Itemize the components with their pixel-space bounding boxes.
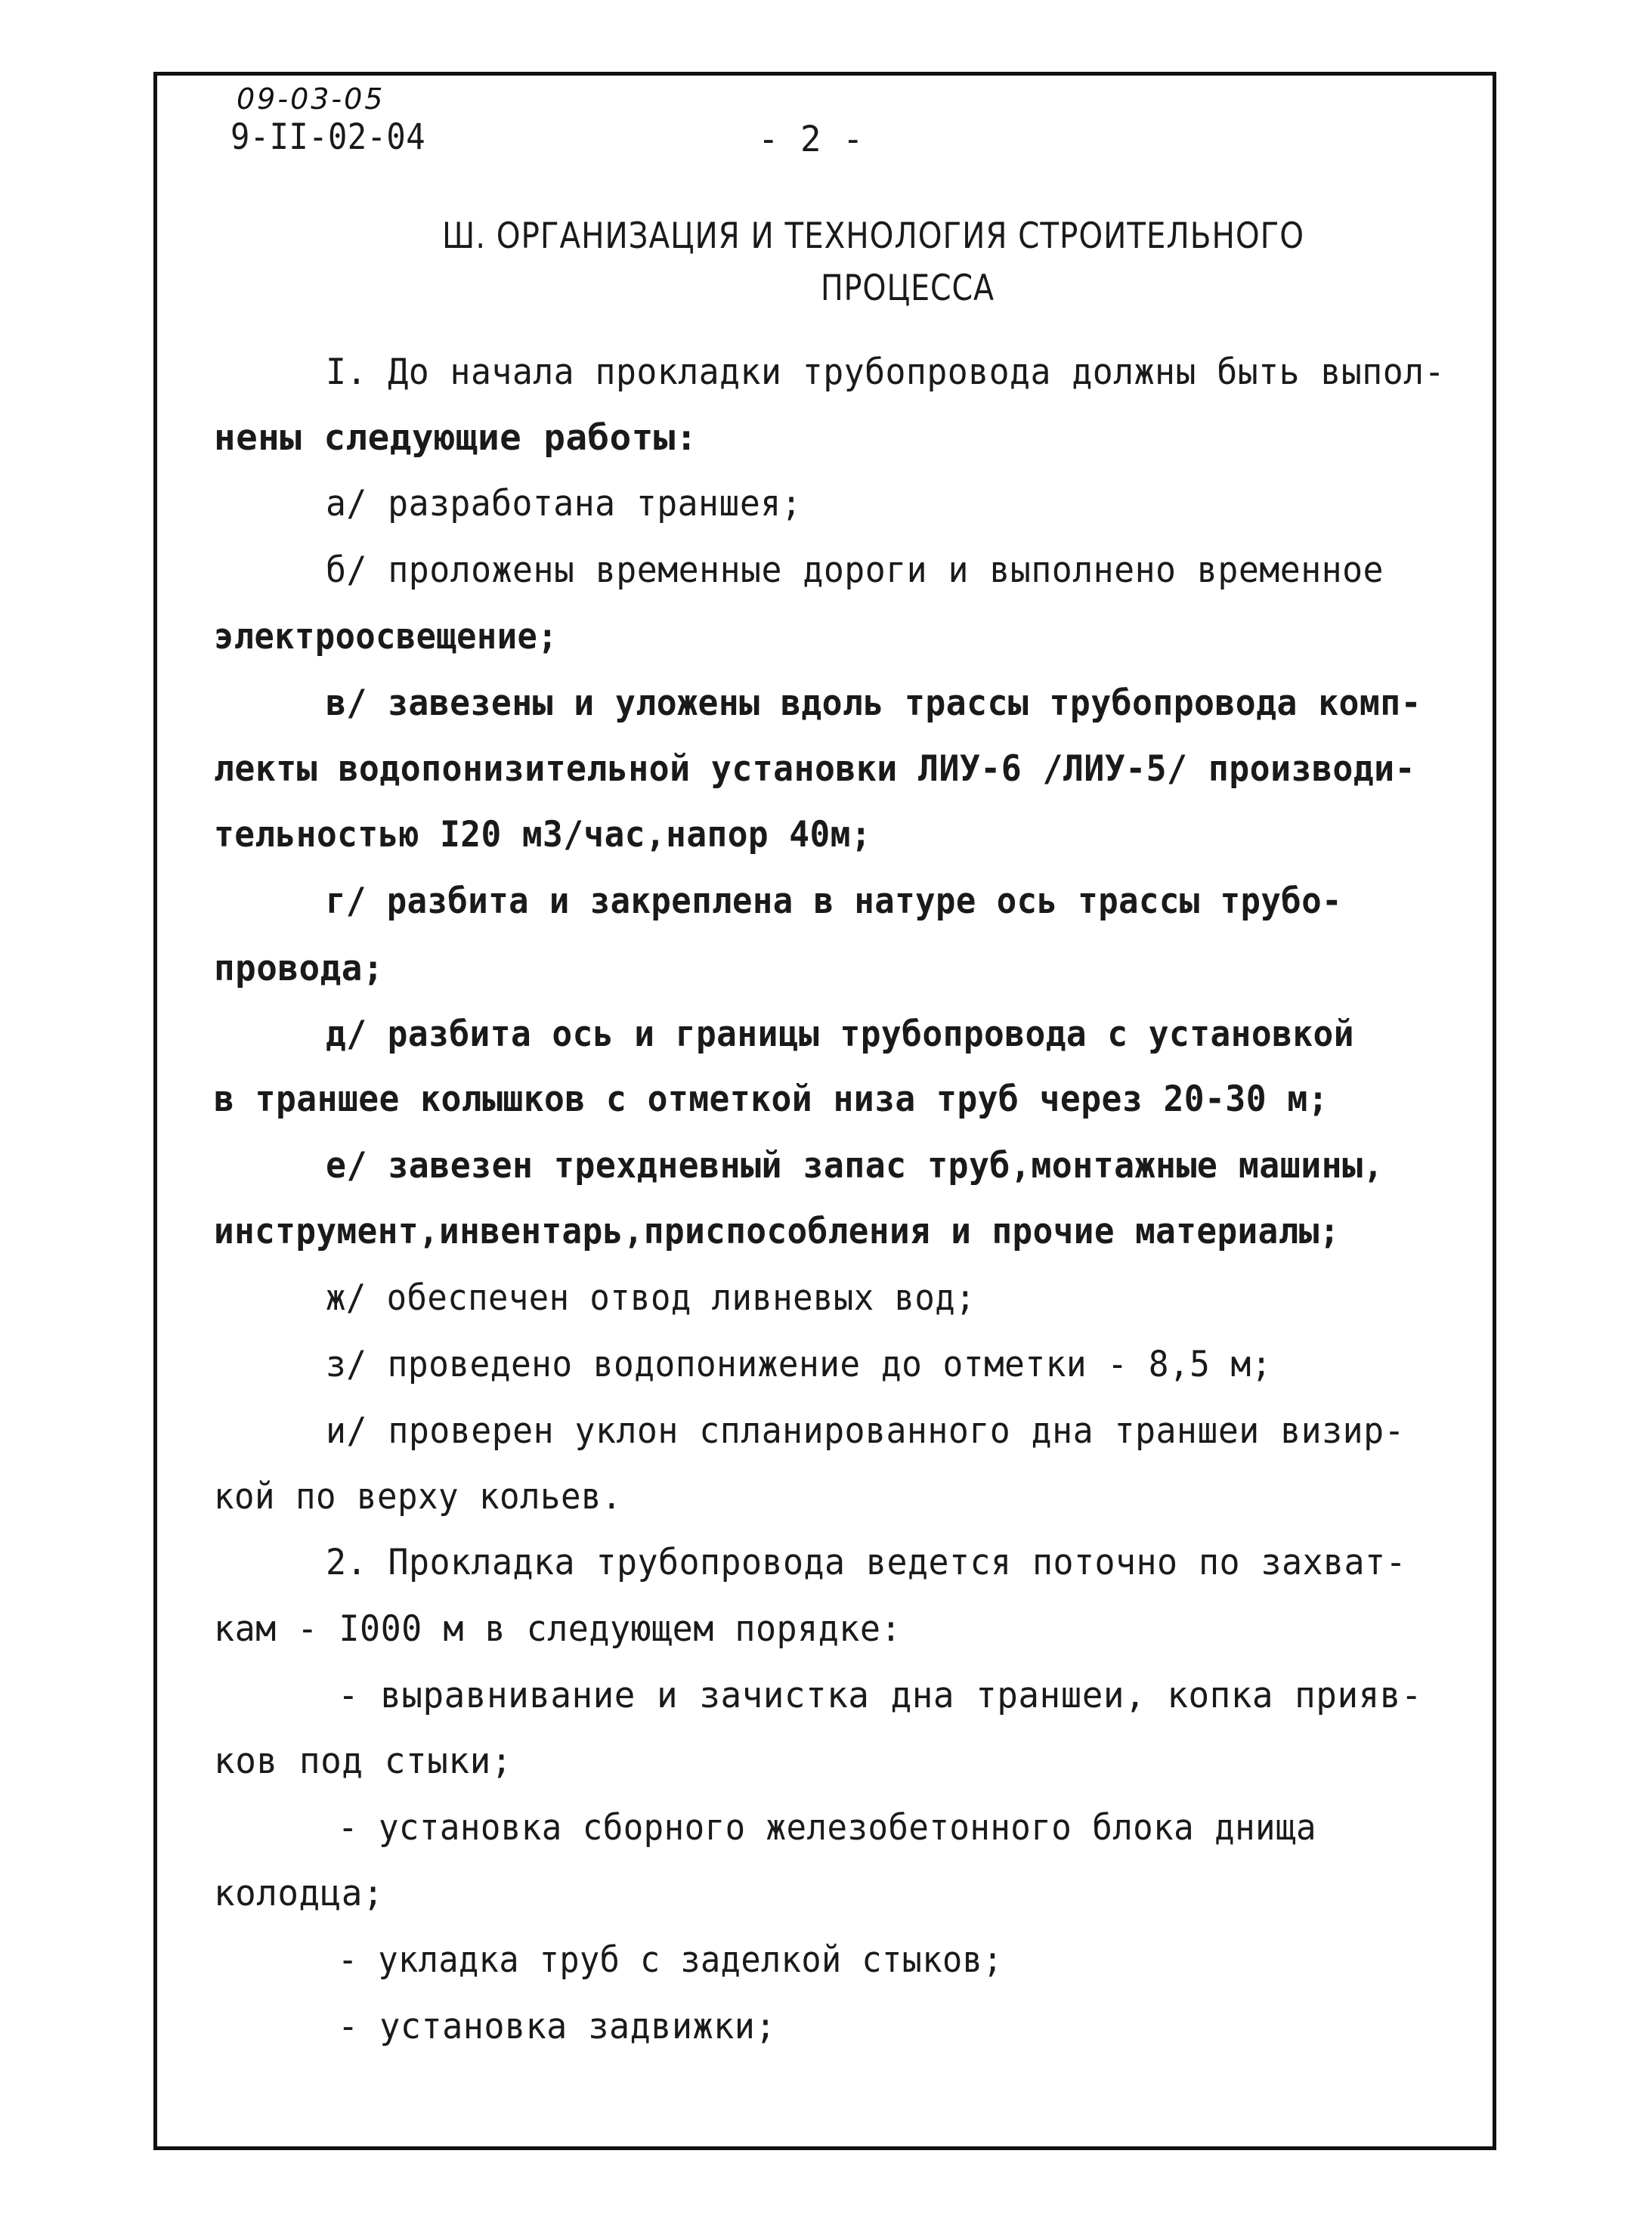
body-line: колодца; bbox=[214, 1873, 384, 1914]
section-title-line2: ПРОЦЕССА bbox=[821, 268, 995, 309]
body-line: - выравнивание и зачистка дна траншеи, копка прияв- bbox=[338, 1675, 1422, 1716]
body-line: д/ разбита ось и границы трубопровода с установкой bbox=[326, 1013, 1354, 1055]
body-line: тельностью I20 м3/час,напор 40м; bbox=[214, 814, 871, 856]
body-line: нены следующие работы: bbox=[214, 417, 698, 459]
body-line: а/ разработана траншея; bbox=[326, 483, 802, 524]
body-line: ков под стыки; bbox=[214, 1741, 512, 1782]
body-line: б/ проложены временные дороги и выполнено временное bbox=[326, 549, 1384, 591]
body-line: I. До начала прокладки трубопровода должны быть выпол- bbox=[326, 351, 1445, 393]
body-line: и/ проверен уклон спланированного дна траншеи визир- bbox=[326, 1410, 1405, 1452]
body-line: кой по верху кольев. bbox=[214, 1476, 622, 1518]
body-line: 2. Прокладка трубопровода ведется поточно по захват- bbox=[326, 1542, 1406, 1583]
section-title-line1: Ш. ОРГАНИЗАЦИЯ И ТЕХНОЛОГИЯ СТРОИТЕЛЬНОГО bbox=[442, 215, 1304, 257]
body-line: - укладка труб с заделкой стыков; bbox=[338, 1939, 1003, 1981]
body-line: инструмент,инвентарь,приспособления и прочие материалы; bbox=[214, 1211, 1340, 1252]
body-line: лекты водопонизительной установки ЛИУ-6 /ЛИУ-5/ производи- bbox=[214, 748, 1415, 790]
body-line: е/ завезен трехдневный запас труб,монтажные машины, bbox=[326, 1145, 1384, 1187]
body-line: - установка задвижки; bbox=[338, 2006, 776, 2047]
handwritten-code: 09-03-05 bbox=[237, 82, 385, 116]
body-line: в траншее колышков с отметкой низа труб через 20-30 м; bbox=[214, 1078, 1329, 1120]
body-line: кам - I000 м в следующем порядке: bbox=[214, 1608, 902, 1650]
doc-code: 9-II-02-04 bbox=[230, 116, 425, 158]
body-line: электроосвещение; bbox=[214, 616, 558, 658]
body-line: в/ завезены и уложены вдоль трассы трубопровода комп- bbox=[326, 682, 1422, 724]
body-line: ж/ обеспечен отвод ливневых вод; bbox=[326, 1277, 976, 1319]
body-line: - установка сборного железобетонного блока днища bbox=[338, 1807, 1316, 1849]
body-line: г/ разбита и закреплена в натуре ось трассы трубо- bbox=[326, 880, 1342, 922]
body-line: з/ проведено водопонижение до отметки - 8,5 м; bbox=[326, 1344, 1272, 1385]
body-line: провода; bbox=[214, 948, 384, 989]
page-number: - 2 - bbox=[758, 119, 864, 160]
